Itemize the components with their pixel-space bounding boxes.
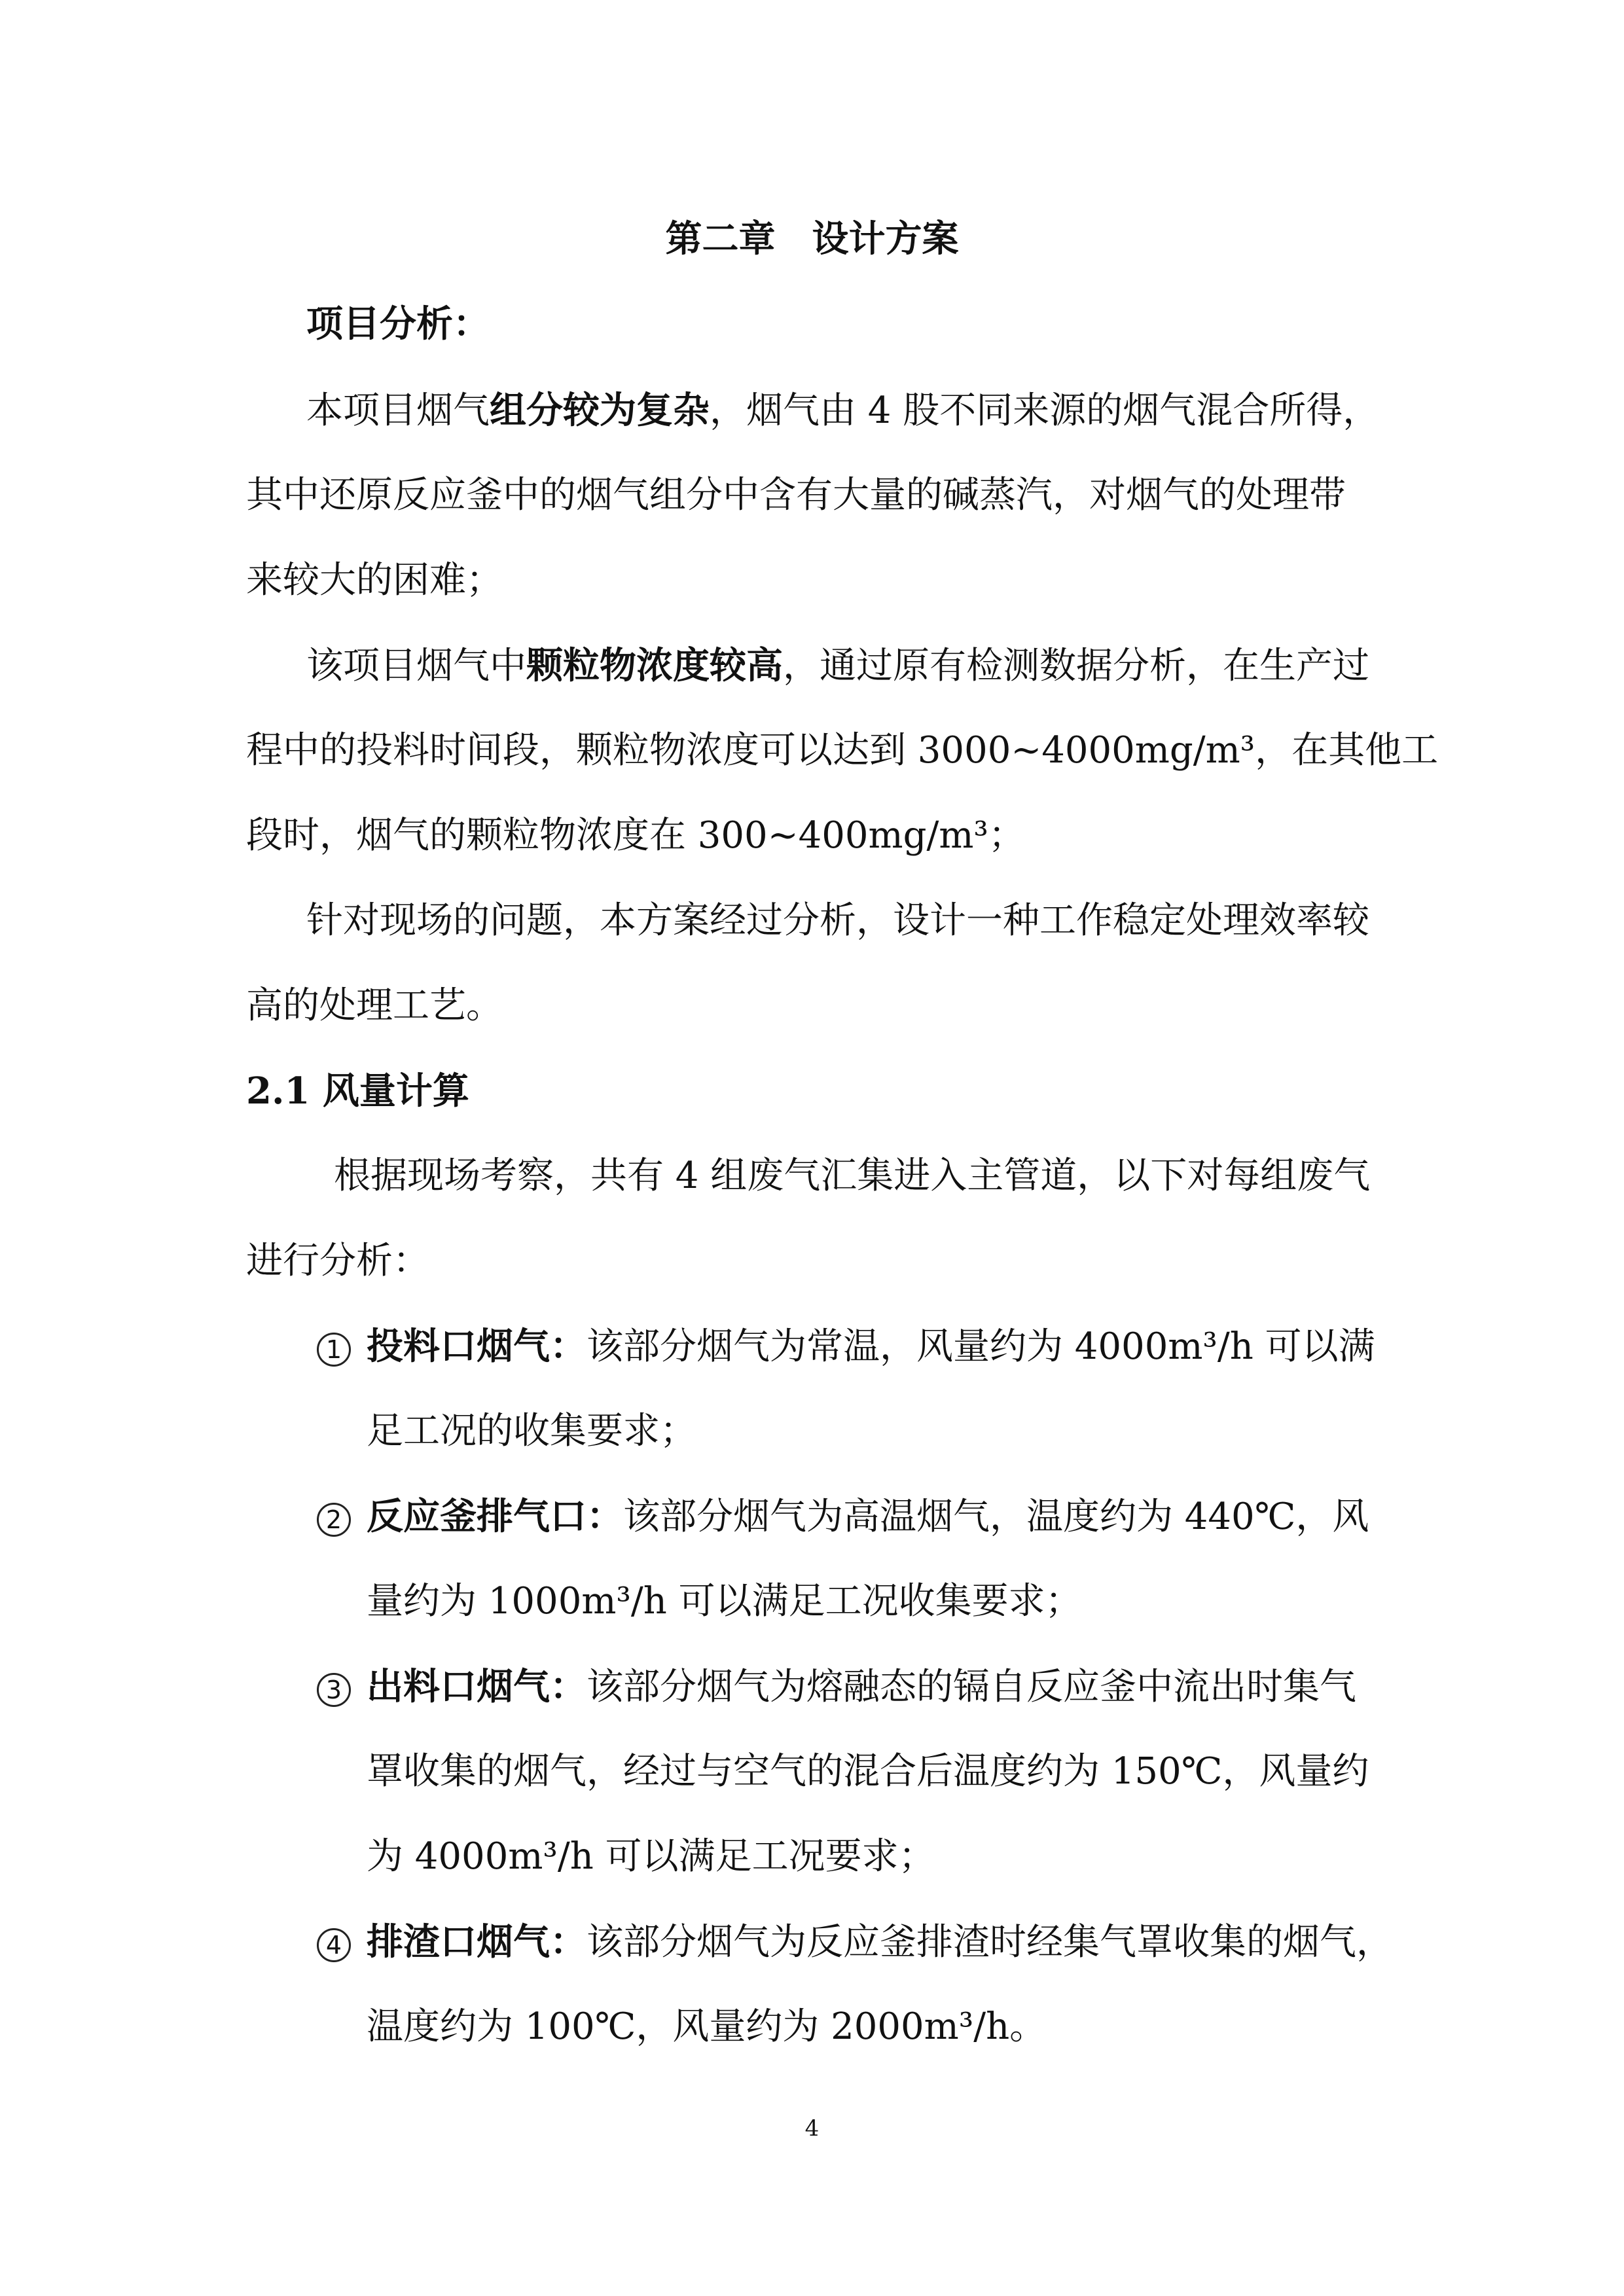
item-label: 排渣口烟气： [367, 1920, 586, 1964]
analysis-paragraph-1-line-2: 其中还原反应釜中的烟气组分中含有大量的碱蒸汽，对烟气的处理带 [246, 474, 1346, 516]
item-number-badge: 4 [317, 1928, 351, 1962]
list-item-3-line-1 [367, 1664, 1356, 1710]
text-span: 该部分烟气为反应釜排渣时经集气罩收集的烟气， [586, 1921, 1393, 1964]
list-item-3-line-3: 为 4000m³/h 可以满足工况要求； [367, 1835, 935, 1878]
item-number-badge: 2 [317, 1503, 351, 1537]
text-span: 本项目烟气 [306, 389, 490, 432]
list-item-1-line-1 [367, 1323, 1375, 1370]
item-number-badge: 3 [317, 1673, 351, 1707]
list-item-4-line-1 [367, 1919, 1393, 1965]
text-span: ，烟气由 4 股不同来源的烟气混合所得， [710, 389, 1380, 432]
section-intro-line-1: 根据现场考察，共有 4 组废气汇集进入主管道，以下对每组废气 [334, 1155, 1371, 1197]
text-span: ，通过原有检测数据分析，在生产过 [783, 645, 1369, 687]
item-label: 出料口烟气： [367, 1665, 586, 1708]
text-span: 该部分烟气为高温烟气，温度约为 440℃，风 [623, 1496, 1369, 1538]
page-number: 4 [804, 2115, 820, 2142]
analysis-paragraph-3-line-1: 针对现场的问题，本方案经过分析，设计一种工作稳定处理效率较 [306, 899, 1369, 942]
chapter-title: 第二章 设计方案 [665, 217, 959, 260]
item-number-badge: 1 [317, 1333, 351, 1367]
item-label: 反应釜排气口： [367, 1495, 623, 1538]
item-label: 投料口烟气： [367, 1325, 586, 1368]
analysis-paragraph-1-line-3: 来较大的困难； [246, 559, 503, 601]
analysis-paragraph-2-line-1 [306, 643, 1369, 689]
emphasis-text: 组分较为复杂 [490, 389, 710, 432]
text-span: 该部分烟气为熔融态的镉自反应釜中流出时集气 [586, 1666, 1356, 1708]
section-intro-line-2: 进行分析： [246, 1240, 429, 1282]
list-item-2-line-2: 量约为 1000m³/h 可以满足工况收集要求； [367, 1580, 1082, 1623]
text-span: 该部分烟气为常温，风量约为 4000m³/h 可以满 [586, 1325, 1375, 1368]
list-item-1-line-2: 足工况的收集要求； [367, 1410, 696, 1452]
section-heading: 2.1 风量计算 [246, 1069, 469, 1113]
analysis-paragraph-2-line-2: 程中的投料时间段，颗粒物浓度可以达到 3000~4000mg/m³，在其他工 [246, 729, 1439, 772]
list-item-3-line-2: 罩收集的烟气，经过与空气的混合后温度约为 150℃，风量约 [367, 1750, 1369, 1793]
list-item-2-line-1 [367, 1494, 1369, 1540]
emphasis-text: 颗粒物浓度较高 [526, 644, 783, 687]
analysis-heading: 项目分析： [306, 302, 490, 346]
analysis-paragraph-3-line-2: 高的处理工艺。 [246, 984, 503, 1027]
analysis-paragraph-1-line-1 [306, 387, 1379, 434]
text-span: 该项目烟气中 [306, 645, 526, 687]
list-item-4-line-2: 温度约为 100℃，风量约为 2000m³/h。 [367, 2005, 1047, 2048]
analysis-paragraph-2-line-3: 段时，烟气的颗粒物浓度在 300~400mg/m³； [246, 814, 1025, 857]
